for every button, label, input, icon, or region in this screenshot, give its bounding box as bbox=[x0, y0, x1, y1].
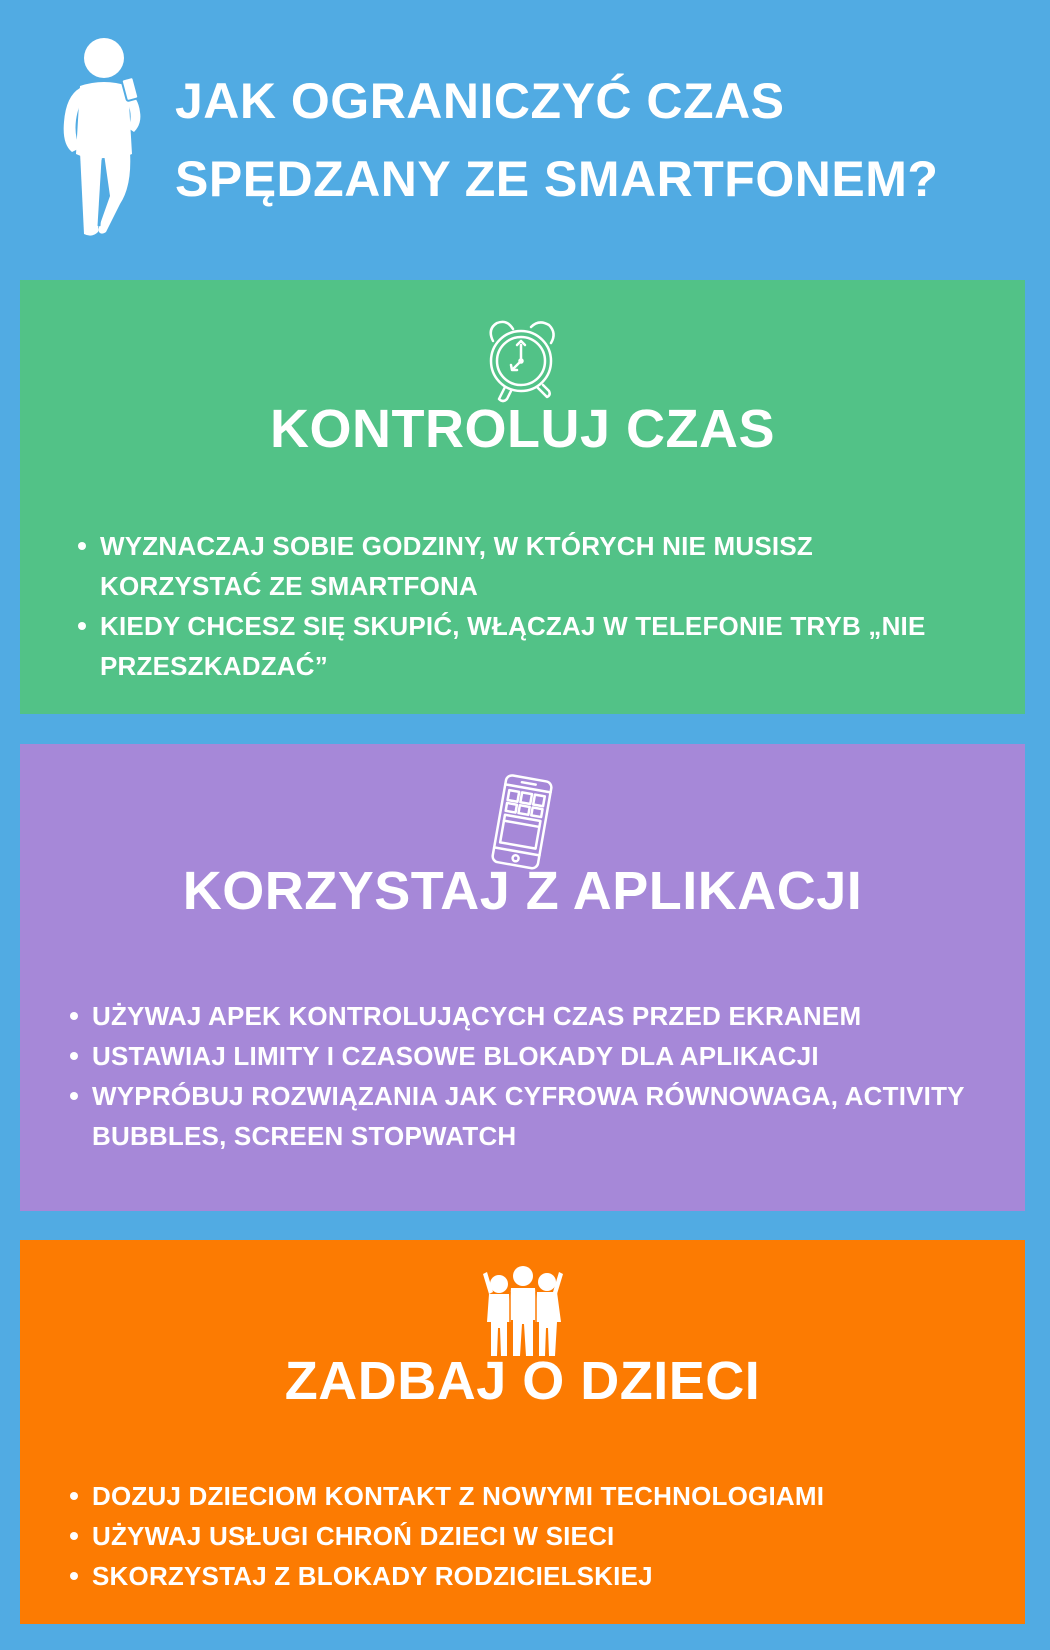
section-title: ZADBAJ O DZIECI bbox=[284, 1351, 761, 1411]
section-care-for-children bbox=[20, 1240, 1025, 1624]
person-with-phone-icon bbox=[58, 36, 150, 240]
list-item: SKORZYSTAJ Z BLOKADY RODZICIELSKIEJ bbox=[92, 1556, 992, 1596]
bullet-list bbox=[92, 1476, 992, 1596]
section-title: KONTROLUJ CZAS bbox=[270, 399, 775, 459]
header bbox=[0, 0, 1050, 270]
children-group-icon bbox=[479, 1264, 567, 1360]
list-item: UŻYWAJ USŁUGI CHROŃ DZIECI W SIECI bbox=[92, 1516, 992, 1556]
list-item: WYPRÓBUJ ROZWIĄZANIA JAK CYFROWA RÓWNOWAGA, ACTIVITY BUBBLES, SCREEN STOPWATCH bbox=[92, 1076, 992, 1156]
list-item: KIEDY CHCESZ SIĘ SKUPIĆ, WŁĄCZAJ W TELEFONIE TRYB „NIE PRZESZKADZAĆ” bbox=[100, 606, 980, 686]
list-item: WYZNACZAJ SOBIE GODZINY, W KTÓRYCH NIE MUSISZ KORZYSTAĆ ZE SMARTFONA bbox=[100, 526, 980, 606]
title-line-1: JAK OGRANICZYĆ CZAS bbox=[175, 73, 785, 129]
smartphone-apps-icon bbox=[485, 772, 561, 872]
list-item: USTAWIAJ LIMITY I CZASOWE BLOKADY DLA APLIKACJI bbox=[92, 1036, 992, 1076]
title-line-2: SPĘDZANY ZE SMARTFONEM? bbox=[175, 151, 939, 207]
list-item: DOZUJ DZIECIOM KONTAKT Z NOWYMI TECHNOLOGIAMI bbox=[92, 1476, 992, 1516]
section-title: KORZYSTAJ Z APLIKACJI bbox=[182, 861, 863, 921]
section-use-apps bbox=[20, 744, 1025, 1211]
alarm-clock-icon bbox=[477, 315, 569, 407]
section-control-time bbox=[20, 280, 1025, 714]
bullet-list bbox=[92, 996, 992, 1156]
bullet-list bbox=[100, 526, 980, 686]
page-title bbox=[175, 62, 1035, 218]
list-item: UŻYWAJ APEK KONTROLUJĄCYCH CZAS PRZED EKRANEM bbox=[92, 996, 992, 1036]
